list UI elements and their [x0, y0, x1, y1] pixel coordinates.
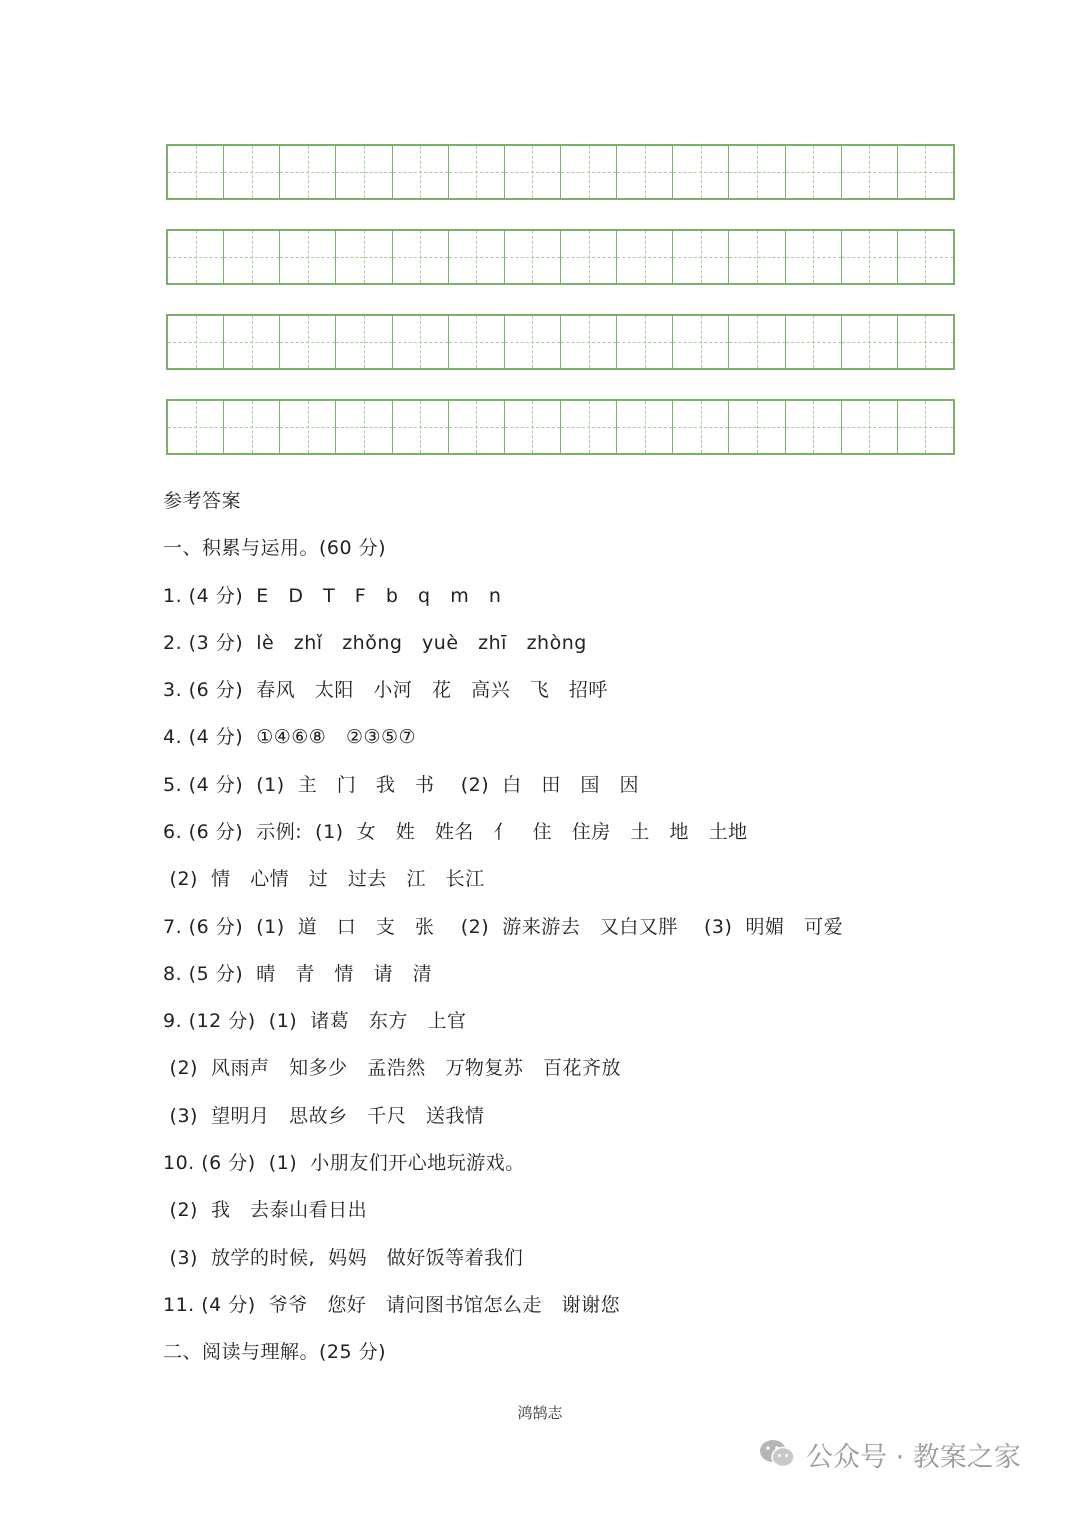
grid-cell — [449, 401, 505, 453]
grid-cell — [561, 231, 617, 283]
grid-cell — [617, 401, 673, 453]
grid-cell — [842, 401, 898, 453]
answer-line: 8. (5 分) 晴 青 情 请 清 — [163, 963, 433, 985]
grid-row — [166, 314, 955, 370]
grid-cell — [505, 401, 561, 453]
grid-cell — [729, 231, 785, 283]
grid-cell — [224, 146, 280, 198]
answer-line: (3) 放学的时候, 妈妈 做好饭等着我们 — [163, 1247, 524, 1269]
grid-cell — [673, 146, 729, 198]
answer-line: 11. (4 分) 爷爷 您好 请问图书馆怎么走 谢谢您 — [163, 1294, 621, 1316]
grid-cell — [449, 146, 505, 198]
answer-line: (2) 风雨声 知多少 孟浩然 万物复苏 百花齐放 — [163, 1057, 622, 1079]
grid-cell — [280, 146, 336, 198]
answer-line: 二、阅读与理解。(25 分) — [163, 1341, 387, 1363]
answers-heading: 参考答案 — [163, 490, 242, 512]
grid-cell — [561, 401, 617, 453]
grid-cell — [673, 231, 729, 283]
answer-line: (3) 望明月 思故乡 千尺 送我情 — [163, 1105, 485, 1127]
grid-cell — [786, 231, 842, 283]
grid-cell — [336, 316, 392, 368]
grid-cell — [505, 316, 561, 368]
grid-cell — [561, 146, 617, 198]
grid-cell — [280, 316, 336, 368]
grid-cell — [224, 401, 280, 453]
grid-cell — [336, 146, 392, 198]
grid-cell — [842, 146, 898, 198]
answer-line: 4. (4 分) ①④⑥⑧ ②③⑤⑦ — [163, 726, 417, 748]
grid-cell — [168, 231, 224, 283]
grid-cell — [449, 316, 505, 368]
grid-cell — [617, 316, 673, 368]
grid-cell — [168, 316, 224, 368]
grid-cell — [336, 231, 392, 283]
grid-cell — [673, 316, 729, 368]
grid-cell — [280, 231, 336, 283]
grid-cell — [898, 146, 953, 198]
grid-cell — [393, 231, 449, 283]
grid-cell — [729, 316, 785, 368]
grid-cell — [786, 401, 842, 453]
grid-cell — [168, 146, 224, 198]
answer-line: 9. (12 分) (1) 诸葛 东方 上官 — [163, 1010, 467, 1032]
grid-cell — [393, 316, 449, 368]
grid-cell — [842, 316, 898, 368]
wechat-icon — [758, 1438, 796, 1470]
page-footer: 鸿鹄志 — [517, 1404, 563, 1422]
answer-line: 1. (4 分) E D T F b q m n — [163, 585, 502, 607]
answer-line: 6. (6 分) 示例: (1) 女 姓 姓名 亻 住 住房 土 地 土地 — [163, 821, 748, 843]
grid-cell — [786, 316, 842, 368]
grid-cell — [729, 146, 785, 198]
answer-line: (2) 情 心情 过 过去 江 长江 — [163, 868, 485, 890]
grid-cell — [561, 316, 617, 368]
grid-row — [166, 399, 955, 455]
watermark — [758, 1432, 1021, 1476]
grid-row — [166, 144, 955, 200]
grid-cell — [898, 231, 953, 283]
grid-cell — [505, 146, 561, 198]
answer-line: 2. (3 分) lè zhǐ zhǒng yuè zhī zhòng — [163, 632, 587, 654]
watermark-text: 公众号 · 教案之家 — [806, 1441, 1021, 1473]
grid-cell — [729, 401, 785, 453]
grid-cell — [673, 401, 729, 453]
grid-cell — [336, 401, 392, 453]
grid-cell — [224, 316, 280, 368]
grid-cell — [898, 316, 953, 368]
grid-cell — [617, 231, 673, 283]
grid-cell — [617, 146, 673, 198]
answer-line: (2) 我 去泰山看日出 — [163, 1199, 368, 1221]
answer-line: 7. (6 分) (1) 道 口 支 张 (2) 游来游去 又白又胖 (3) 明媚 可爱 — [163, 916, 844, 938]
grid-cell — [168, 401, 224, 453]
grid-row — [166, 229, 955, 285]
answer-line: 一、积累与运用。(60 分) — [163, 537, 387, 559]
grid-cell — [786, 146, 842, 198]
grid-cell — [449, 231, 505, 283]
grid-cell — [393, 146, 449, 198]
grid-cell — [842, 231, 898, 283]
answer-line: 3. (6 分) 春风 太阳 小河 花 高兴 飞 招呼 — [163, 679, 608, 701]
answer-line: 10. (6 分) (1) 小朋友们开心地玩游戏。 — [163, 1152, 525, 1174]
answer-line: 5. (4 分) (1) 主 门 我 书 (2) 白 田 国 因 — [163, 774, 640, 796]
grid-cell — [224, 231, 280, 283]
grid-cell — [898, 401, 953, 453]
grid-cell — [393, 401, 449, 453]
grid-cell — [280, 401, 336, 453]
grid-cell — [505, 231, 561, 283]
